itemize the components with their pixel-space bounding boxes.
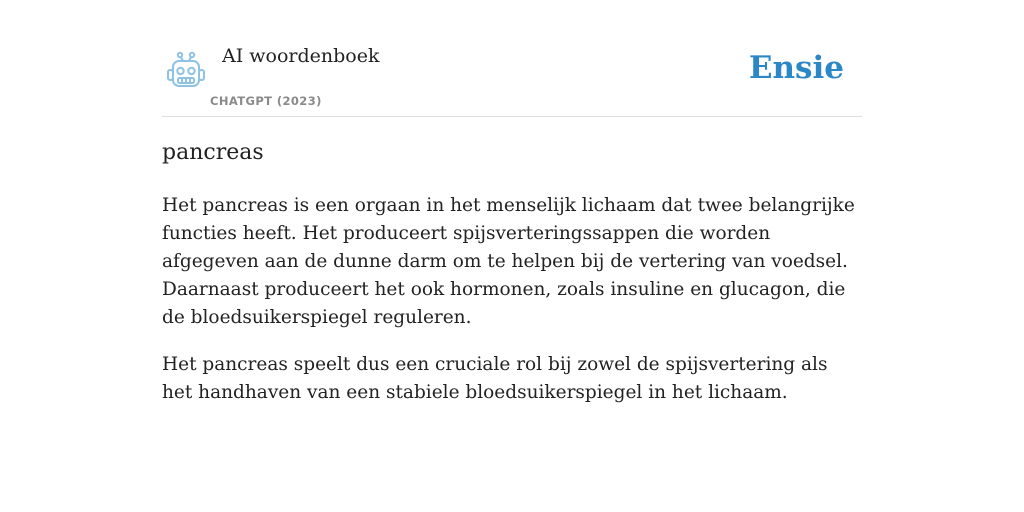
entry-term: pancreas bbox=[162, 140, 264, 165]
entry-definition bbox=[162, 192, 862, 426]
brand-logo[interactable]: Ensie bbox=[748, 50, 844, 86]
dictionary-header bbox=[162, 0, 862, 117]
definition-paragraph: Het pancreas speelt dus een cruciale rol bij zowel de spijsvertering als het handhaven van een stabiele bloedsuikerspiegel in het lichaam. bbox=[162, 354, 828, 403]
source-label: CHATGPT (2023) bbox=[210, 94, 322, 108]
definition-paragraph: Het pancreas is een orgaan in het menselijk lichaam dat twee belangrijke functies heeft. Het produceert spijsverteringssappen die worden afgegeven aan de dunne darm om te helpen bij de vertering van voedsel. Daarnaast produceert het ook hormonen, zoals insuline en glucagon, die de bloedsuikerspiegel reguleren. bbox=[162, 195, 855, 328]
dictionary-title[interactable]: AI woordenboek bbox=[222, 45, 380, 67]
robot-icon bbox=[166, 50, 206, 90]
